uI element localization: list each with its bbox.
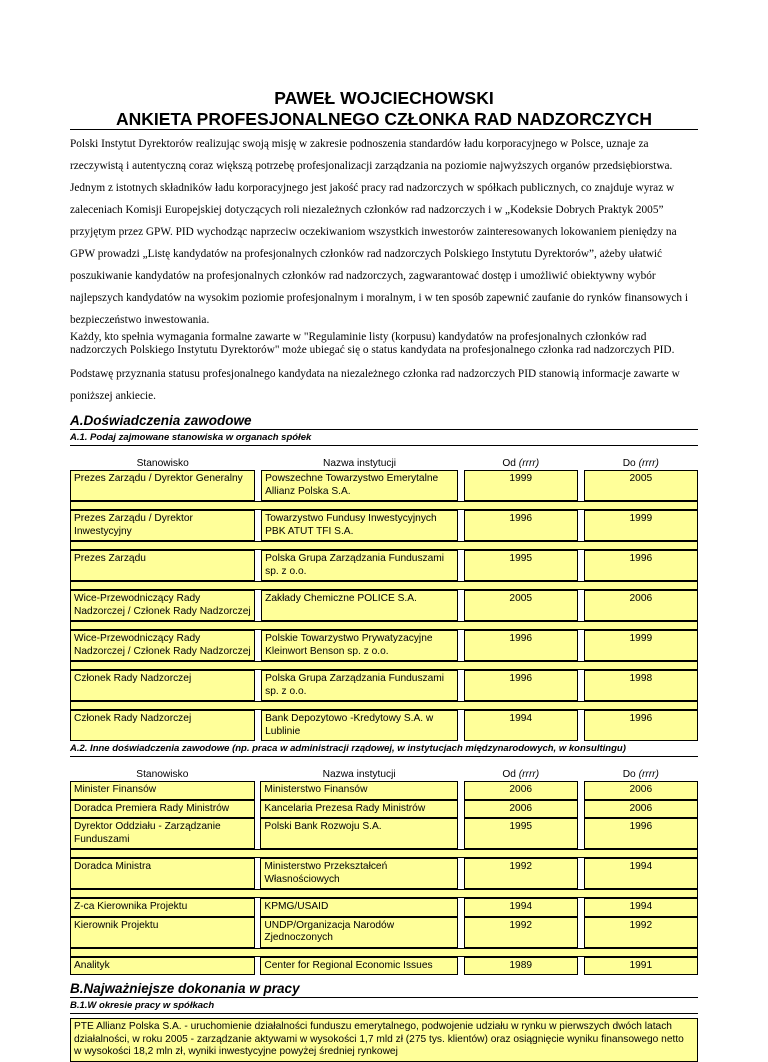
col-to: Do (rrrr) <box>622 768 659 780</box>
col-from: Od (rrrr) <box>502 457 540 469</box>
cell-institution: Towarzystwo Fundusy Inwestycyjnych PBK ATUT TFI S.A. <box>261 510 458 541</box>
b1-achievements-box: PTE Allianz Polska S.A. - uruchomienie działalności funduszu emerytalnego, podwojenie udziału w rynku w pierwszych dwóch latach działalności, w roku 2005 - zarządzanie aktywami w wysokości 1,7 mld zł (275 tys. klientów) oraz osiągnięcie wyniku finansowego netto w wysokości 18,2 mln zł, wyniki inwestycyjne powyżej średniej rynkowej <box>70 1018 698 1062</box>
col-to: Do (rrrr) <box>622 457 659 469</box>
section-b1-heading: B.1.W okresie pracy w spółkach <box>70 998 698 1014</box>
col-position: Stanowisko <box>136 457 189 469</box>
cell-to: 1996 <box>584 550 698 581</box>
cell-from: 2006 <box>464 781 578 800</box>
intro-paragraph-3: Podstawę przyznania statusu profesjonalnego kandydata na niezależnego członka rad nadzorczych PID stanowią informacje zawarte w poniższej ankiecie. <box>70 368 680 402</box>
a1-positions-table <box>70 446 698 741</box>
cell-position: Dyrektor Oddziału - Zarządzanie Funduszami <box>70 818 255 849</box>
cell-to: 2006 <box>584 781 698 800</box>
table-row <box>70 510 698 541</box>
cell-position: Z-ca Kierownika Projektu <box>70 898 255 917</box>
table-row <box>70 818 698 849</box>
table-row <box>70 858 698 889</box>
cell-to: 1991 <box>584 957 698 976</box>
document-title: ANKIETA PROFESJONALNEGO CZŁONKA RAD NADZORCZYCH <box>70 109 698 130</box>
cell-institution: Ministerstwo Finansów <box>260 781 457 800</box>
section-b-heading: B.Najważniejsze dokonania w pracy <box>70 981 698 998</box>
table-row <box>70 957 698 976</box>
cell-to: 2006 <box>584 590 698 621</box>
cell-institution: KPMG/USAID <box>260 898 457 917</box>
cell-institution: Polski Bank Rozwoju S.A. <box>260 818 457 849</box>
author-name: PAWEŁ WOJCIECHOWSKI <box>274 88 494 108</box>
cell-position: Członek Rady Nadzorczej <box>70 670 255 701</box>
cell-from: 1995 <box>464 550 578 581</box>
intro-paragraph-2: Każdy, kto spełnia wymagania formalne zawarte w "Regulaminie listy (korpusu) kandydatów na profesjonalnych członków rad nadzorczych Polskiego Instytutu Dyrektorów" może ubiegać się o status kandydata na profesjonalnego członka rad nadzorczych PID. <box>70 331 675 356</box>
cell-position: Doradca Premiera Rady Ministrów <box>70 800 255 819</box>
cell-position: Prezes Zarządu <box>70 550 255 581</box>
section-a-heading: A.Doświadczenia zawodowe <box>70 413 698 430</box>
cell-position: Wice-Przewodniczący Rady Nadzorczej / Członek Rady Nadzorczej <box>70 590 255 621</box>
intro-text <box>70 133 698 407</box>
cell-position: Prezes Zarządu / Dyrektor Inwestycyjny <box>70 510 255 541</box>
col-institution: Nazwa instytucji <box>322 457 397 469</box>
table-row <box>70 710 698 741</box>
cell-position: Wice-Przewodniczący Rady Nadzorczej / Członek Rady Nadzorczej <box>70 630 255 661</box>
cell-from: 1996 <box>464 630 578 661</box>
table-row <box>70 630 698 661</box>
cell-from: 1992 <box>464 858 578 889</box>
cell-institution: Powszechne Towarzystwo Emerytalne Allianz Polska S.A. <box>261 470 458 501</box>
cell-institution: UNDP/Organizacja Narodów Zjednoczonych <box>260 917 457 948</box>
section-a2-heading: A.2. Inne doświadczenia zawodowe (np. praca w administracji rządowej, w instytucjach międzynarodowych, w konsultingu) <box>70 741 698 757</box>
col-position: Stanowisko <box>136 768 189 780</box>
cell-to: 1999 <box>584 510 698 541</box>
cell-from: 2006 <box>464 800 578 819</box>
cell-from: 1999 <box>464 470 578 501</box>
cell-institution: Polska Grupa Zarządzania Funduszami sp. z o.o. <box>261 670 458 701</box>
cell-position: Minister Finansów <box>70 781 255 800</box>
table-row <box>70 670 698 701</box>
col-from: Od (rrrr) <box>502 768 540 780</box>
table-row <box>70 898 698 917</box>
cell-institution: Center for Regional Economic Issues <box>260 957 457 976</box>
cell-to: 1998 <box>584 670 698 701</box>
cell-position: Kierownik Projektu <box>70 917 255 948</box>
cell-to: 1994 <box>584 898 698 917</box>
cell-institution: Bank Depozytowo -Kredytowy S.A. w Lublinie <box>261 710 458 741</box>
table-row <box>70 550 698 581</box>
a2-positions-table <box>70 757 698 975</box>
cell-institution: Kancelaria Prezesa Rady Ministrów <box>260 800 457 819</box>
cell-from: 1996 <box>464 670 578 701</box>
section-a1-heading: A.1. Podaj zajmowane stanowiska w organach spółek <box>70 430 698 446</box>
cell-to: 1994 <box>584 858 698 889</box>
table-row <box>70 470 698 501</box>
cell-institution: Polskie Towarzystwo Prywatyzacyjne Kleinwort Benson sp. z o.o. <box>261 630 458 661</box>
cell-position: Analityk <box>70 957 255 976</box>
table-row <box>70 781 698 800</box>
cell-to: 1996 <box>584 710 698 741</box>
cell-position: Prezes Zarządu / Dyrektor Generalny <box>70 470 255 501</box>
cell-to: 1996 <box>584 818 698 849</box>
cell-from: 1992 <box>464 917 578 948</box>
cell-from: 1989 <box>464 957 578 976</box>
table-row <box>70 590 698 621</box>
document-page <box>70 88 698 1062</box>
cell-from: 1994 <box>464 710 578 741</box>
cell-to: 1999 <box>584 630 698 661</box>
cell-from: 1996 <box>464 510 578 541</box>
table-row <box>70 800 698 819</box>
cell-to: 1992 <box>584 917 698 948</box>
table-row <box>70 917 698 948</box>
col-institution: Nazwa instytucji <box>322 768 396 780</box>
cell-position: Członek Rady Nadzorczej <box>70 710 255 741</box>
cell-institution: Ministerstwo Przekształceń Własnościowych <box>260 858 457 889</box>
cell-to: 2005 <box>584 470 698 501</box>
cell-position: Doradca Ministra <box>70 858 255 889</box>
cell-institution: Zakłady Chemiczne POLICE S.A. <box>261 590 458 621</box>
cell-institution: Polska Grupa Zarządzania Funduszami sp. z o.o. <box>261 550 458 581</box>
intro-paragraph-1: Polski Instytut Dyrektorów realizując swoją misję w zakresie podnoszenia standardów ładu korporacyjnego w Polsce, uznaje za rzeczywistą i autentyczną coraz większą potrzebę profesjonalizacji zarządzania na poziomie najwyższych organów przedsiębiorstwa. Jednym z istotnych składników ładu korporacyjnego jest jakość pracy rad nadzorczych w spółkach publicznych, co znajduje wyraz w zaleceniach Komisji Europejskiej dotyczących roli niezależnych członków rad nadzorczych i w „Kodeksie Dobrych Praktyk 2005” przyjętym przez GPW. PID wychodząc naprzeciw oczekiwaniom wszystkich inwestorów zainteresowanych lokowaniem pieniędzy na GPW prowadzi „Listę kandydatów na profesjonalnych członków rad nadzorczych Polskiego Instytutu Dyrektorów”, ażeby ułatwić poszukiwanie kandydatów na profesjonalnych członków rad nadzorczych, zagwarantować dostęp i umożliwić obiektywny wybór najlepszych kandydatów na wysokim poziomie profesjonalnym i moralnym, i w ten sposób zapewnić zaufanie do rynków finansowych i bezpieczeństwo inwestowania. <box>70 138 689 326</box>
cell-from: 1994 <box>464 898 578 917</box>
cell-from: 2005 <box>464 590 578 621</box>
cell-to: 2006 <box>584 800 698 819</box>
cell-from: 1995 <box>464 818 578 849</box>
